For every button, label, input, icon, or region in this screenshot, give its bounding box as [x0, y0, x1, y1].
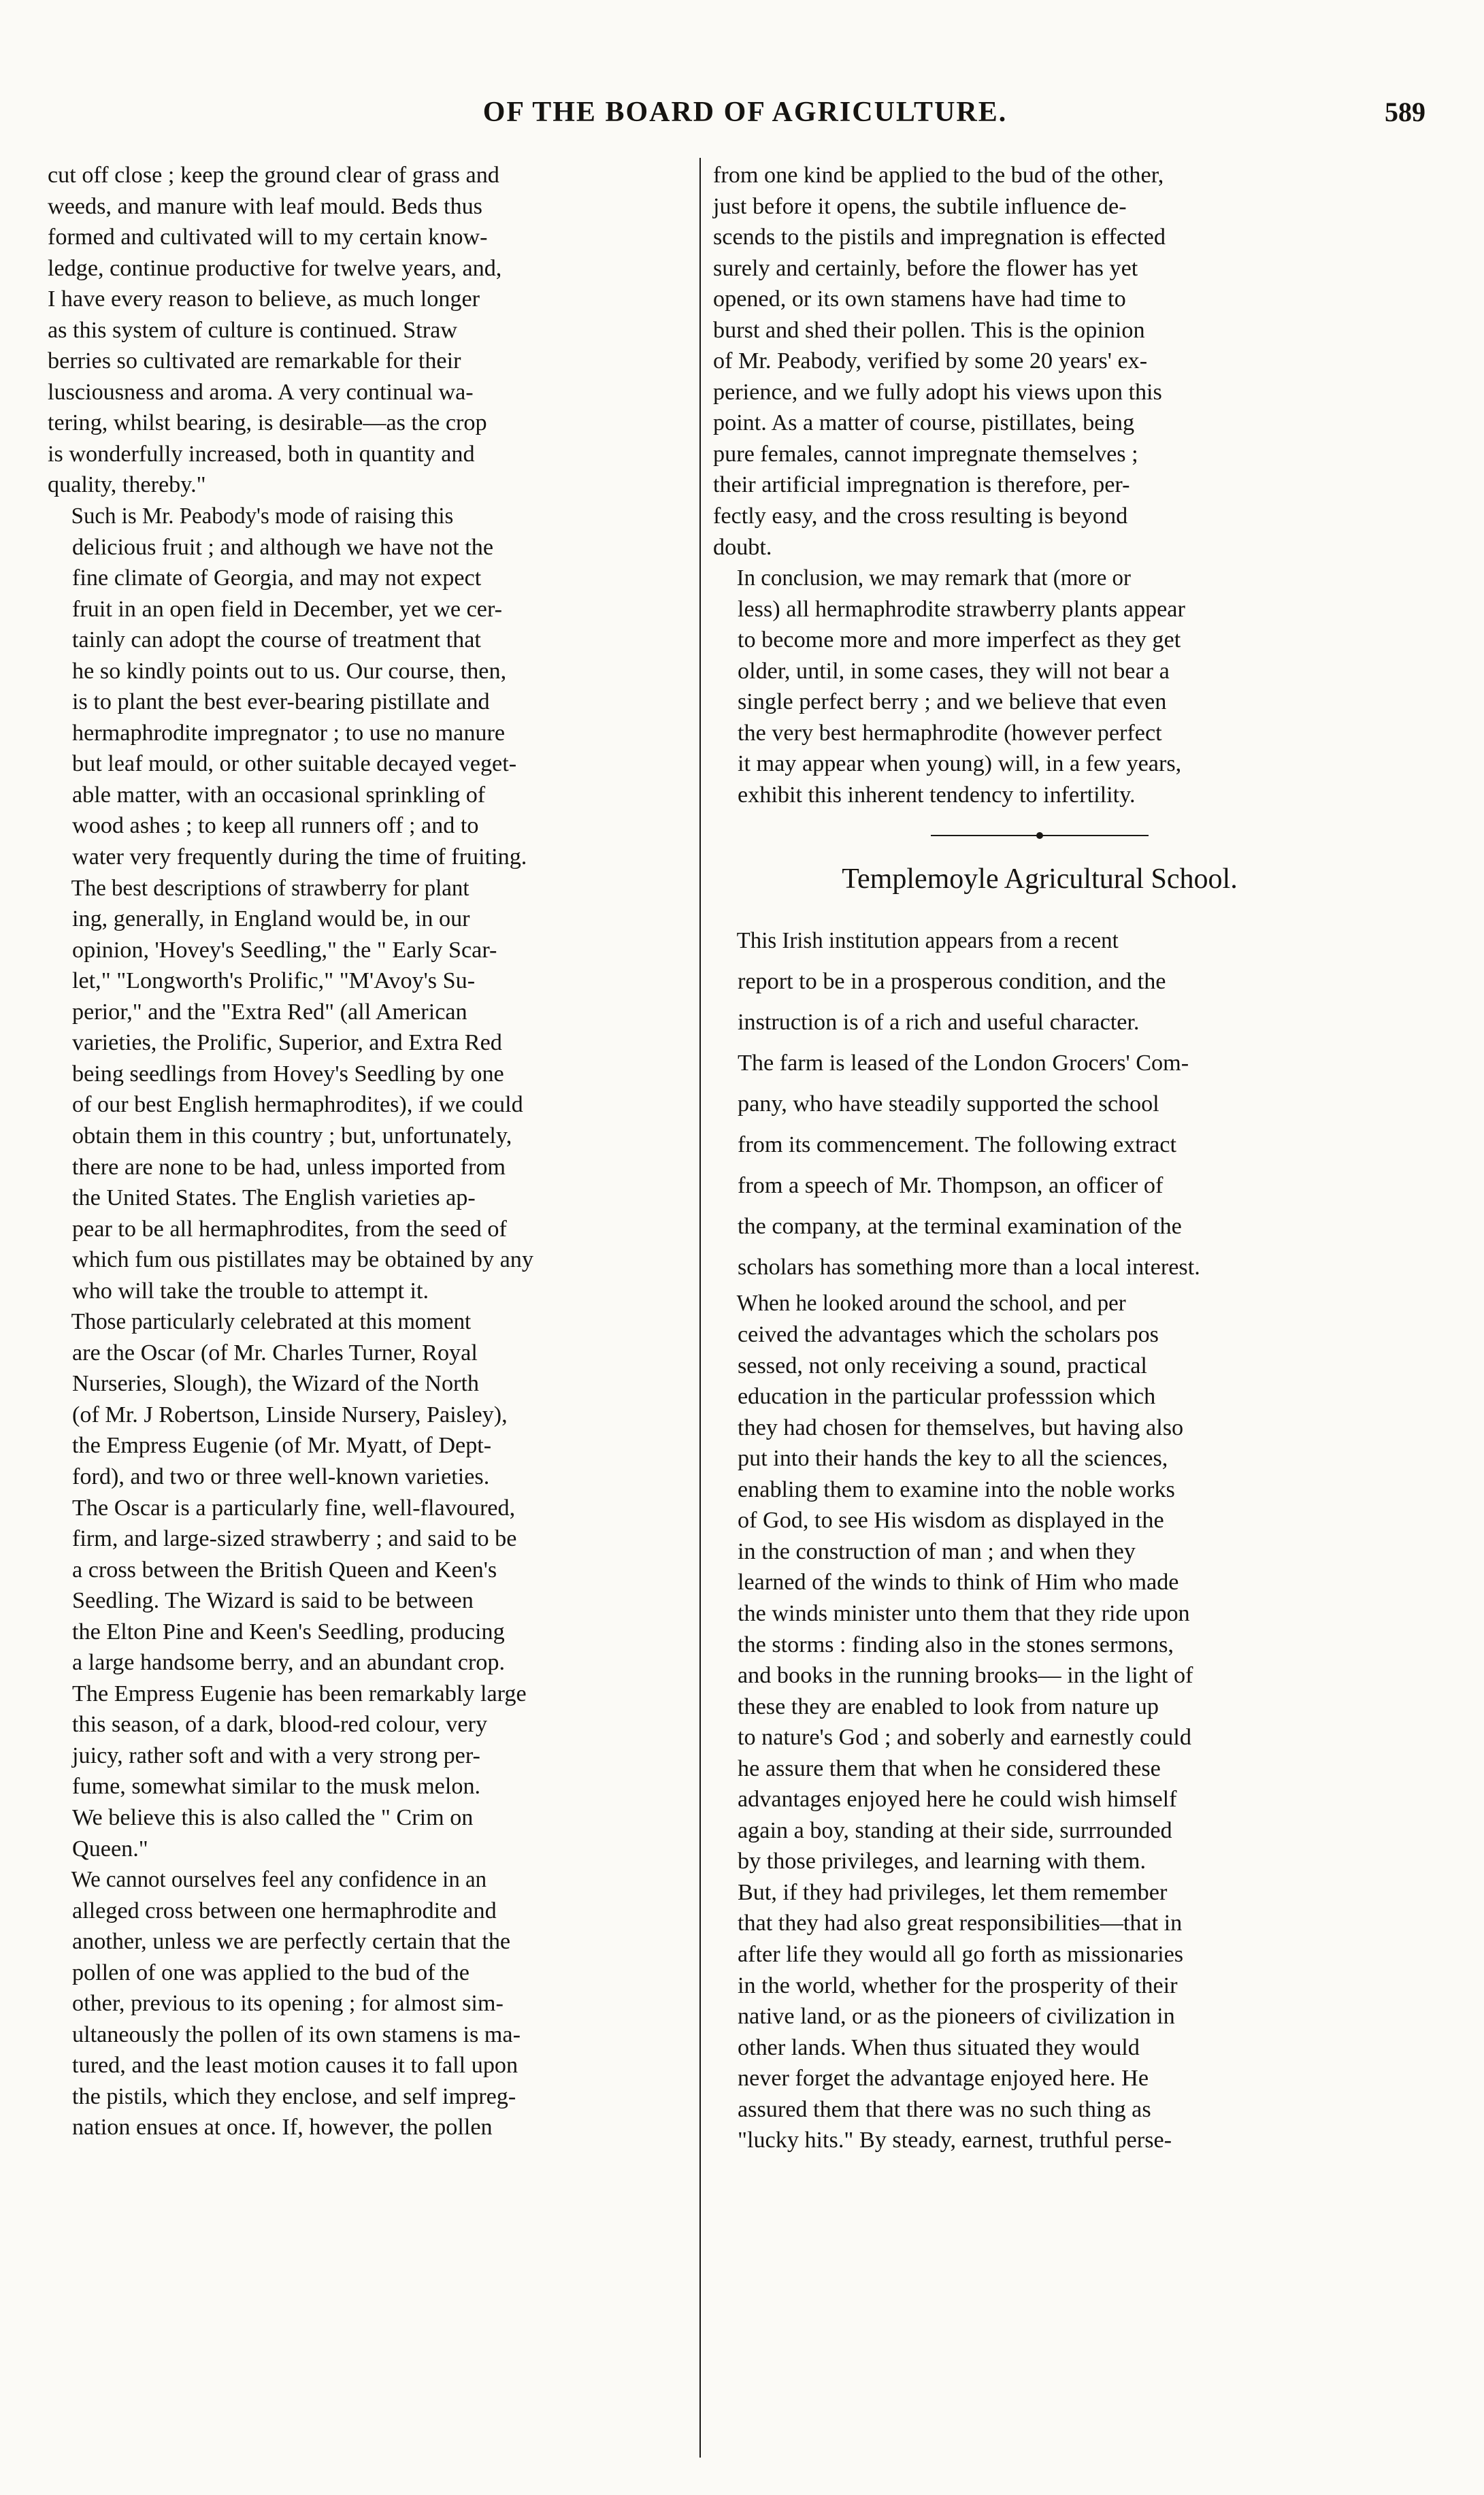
paragraph — [48, 1864, 701, 2143]
text-line: ceived the advantages which the scholars pos — [738, 1322, 1159, 1348]
paragraph — [48, 501, 701, 873]
text-line: We cannot ourselves feel any confidence in an — [71, 1867, 487, 1893]
text-line: is to plant the best ever-bearing pistillate and — [72, 689, 490, 715]
page-number: 589 — [1385, 97, 1425, 127]
text-line: scends to the pistils and impregnation is effected — [713, 225, 1166, 250]
text-line: never forget the advantage enjoyed here. He — [738, 2066, 1149, 2092]
text-line: which fum ous pistillates may be obtained by any — [72, 1247, 533, 1273]
text-line: able matter, with an occasional sprinkling of — [72, 782, 486, 808]
text-line: pear to be all hermaphrodites, from the seed of — [72, 1216, 507, 1242]
text-line: of Mr. Peabody, verified by some 20 years' ex- — [713, 348, 1148, 374]
text-line: ledge, continue productive for twelve years, and, — [48, 255, 502, 281]
text-line: the storms : finding also in the stones sermons, — [738, 1632, 1174, 1657]
text-line: varieties, the Prolific, Superior, and Extra Red — [72, 1030, 502, 1056]
text-line: the very best hermaphrodite (however perfect — [738, 720, 1162, 746]
text-line: alleged cross between one hermaphrodite and — [72, 1898, 497, 1923]
text-line: in the world, whether for the prosperity of their — [738, 1972, 1178, 1998]
text-line: let," "Longworth's Prolific," "M'Avoy's Su- — [72, 968, 476, 994]
text-line: But, if they had privileges, let them remember — [738, 1879, 1168, 1905]
text-line: education in the particular professsion which — [738, 1384, 1156, 1410]
text-line: Nurseries, Slough), the Wizard of the North — [72, 1371, 480, 1397]
text-line: The Oscar is a particularly fine, well-flavoured, — [72, 1495, 516, 1521]
text-line: of God, to see His wisdom as displayed in the — [738, 1508, 1164, 1534]
text-line: weeds, and manure with leaf mould. Beds thus — [48, 193, 482, 219]
text-line: tured, and the least motion causes it to fall upon — [72, 2053, 518, 2079]
text-line: the United States. The English varieties ap- — [72, 1185, 476, 1211]
paragraph — [713, 921, 1366, 1288]
text-line: pollen of one was applied to the bud of the — [72, 1960, 469, 1985]
text-line: fectly easy, and the cross resulting is beyond — [713, 503, 1128, 529]
text-line: When he looked around the school, and per — [736, 1291, 1126, 1317]
text-line: This Irish institution appears from a recent — [736, 928, 1119, 954]
text-line: nation ensues at once. If, however, the pollen — [72, 2115, 493, 2141]
section-title: Templemoyle Agricultural School. — [842, 863, 1238, 895]
text-line: is wonderfully increased, both in quantity and — [48, 441, 475, 467]
text-line: single perfect berry ; and we believe that even — [738, 689, 1167, 715]
text-line: assured them that there was no such thing as — [738, 2096, 1151, 2122]
text-line: are the Oscar (of Mr. Charles Turner, Royal — [72, 1340, 478, 1366]
paragraph — [713, 563, 1366, 810]
text-line: Queen." — [72, 1836, 148, 1862]
text-line: as this system of culture is continued. Straw — [48, 317, 457, 343]
text-line: point. As a matter of course, pistillates, being — [713, 410, 1135, 436]
text-line: of our best English hermaphrodites), if we could — [72, 1092, 523, 1118]
text-line: a cross between the British Queen and Keen's — [72, 1557, 497, 1583]
paragraph — [713, 160, 1366, 563]
text-line: The best descriptions of strawberry for plant — [71, 875, 469, 901]
text-line: a large handsome berry, and an abundant crop. — [72, 1650, 506, 1676]
text-line: the winds minister unto them that they ride upon — [738, 1600, 1190, 1626]
text-line: who will take the trouble to attempt it. — [72, 1278, 429, 1304]
text-line: ultaneously the pollen of its own stamens is ma- — [72, 2021, 521, 2047]
text-line: he assure them that when he considered these — [738, 1755, 1161, 1781]
text-line: We believe this is also called the " Crim on — [72, 1804, 474, 1830]
text-line: obtain them in this country ; but, unfortunately, — [72, 1123, 512, 1149]
column-divider — [699, 158, 701, 2458]
text-line: there are none to be had, unless imported from — [72, 1154, 506, 1180]
text-line: burst and shed their pollen. This is the opinion — [713, 317, 1145, 343]
section-body — [713, 921, 1366, 2155]
text-line: again a boy, standing at their side, surrrounded — [738, 1817, 1172, 1843]
text-line: perior," and the "Extra Red" (all American — [72, 999, 467, 1025]
text-line: and books in the running brooks— in the light of — [738, 1663, 1193, 1689]
text-line: fruit in an open field in December, yet we cer- — [72, 596, 503, 622]
text-line: to nature's God ; and soberly and earnestly could — [738, 1725, 1191, 1751]
text-line: tering, whilst bearing, is desirable—as the crop — [48, 410, 487, 436]
text-line: put into their hands the key to all the sciences, — [738, 1446, 1168, 1472]
right-column — [713, 160, 1366, 2156]
text-line: Seedling. The Wizard is said to be between — [72, 1588, 474, 1614]
text-line: "lucky hits." By steady, earnest, truthful perse- — [738, 2128, 1172, 2153]
text-line: older, until, in some cases, they will not bear a — [738, 658, 1170, 684]
text-line: their artificial impregnation is therefore, per- — [713, 472, 1130, 498]
text-line: that they had also great responsibilities—that in — [738, 1911, 1183, 1936]
paragraph — [48, 160, 701, 501]
text-line: exhibit this inherent tendency to infertility. — [738, 782, 1136, 808]
text-line: surely and certainly, before the flower has yet — [713, 255, 1138, 281]
paragraph — [713, 1288, 1366, 2155]
text-line: wood ashes ; to keep all runners off ; and to — [72, 813, 479, 839]
running-title: OF THE BOARD OF AGRICULTURE. — [482, 97, 1008, 128]
text-line: he so kindly points out to us. Our course, then, — [72, 658, 507, 684]
text-line: ing, generally, in England would be, in our — [72, 906, 470, 932]
text-line: quality, thereby." — [48, 472, 206, 498]
text-line: other lands. When thus situated they would — [738, 2034, 1140, 2060]
text-line: from one kind be applied to the bud of the other, — [713, 163, 1164, 188]
text-line: the pistils, which they enclose, and self impreg- — [72, 2083, 516, 2109]
section-separator — [931, 835, 1149, 836]
text-line: from a speech of Mr. Thompson, an officer of — [738, 1173, 1164, 1199]
text-line: fine climate of Georgia, and may not expect — [72, 565, 482, 591]
text-line: tainly can adopt the course of treatment that — [72, 627, 481, 653]
paragraph — [48, 873, 701, 1307]
text-line: pany, who have steadily supported the school — [738, 1091, 1159, 1117]
left-column — [48, 160, 701, 2143]
text-line: being seedlings from Hovey's Seedling by one — [72, 1061, 504, 1087]
text-line: delicious fruit ; and although we have not the — [72, 534, 494, 560]
text-line: cut off close ; keep the ground clear of grass and — [48, 163, 499, 188]
text-line: the Empress Eugenie (of Mr. Myatt, of Dept- — [72, 1433, 492, 1459]
right-column-body — [713, 160, 1366, 810]
text-line: Such is Mr. Peabody's mode of raising this — [71, 503, 454, 529]
text-line: less) all hermaphrodite strawberry plants appear — [738, 596, 1185, 622]
text-line: the company, at the terminal examination of the — [738, 1214, 1182, 1240]
text-line: after life they would all go forth as missionaries — [738, 1941, 1184, 1967]
text-line: report to be in a prosperous condition, and the — [738, 969, 1166, 995]
text-line: opened, or its own stamens have had time to — [713, 286, 1126, 312]
text-line: the Elton Pine and Keen's Seedling, producing — [72, 1619, 505, 1645]
text-line: perience, and we fully adopt his views upon this — [713, 379, 1162, 405]
text-line: sessed, not only receiving a sound, practical — [738, 1353, 1147, 1378]
text-line: it may appear when young) will, in a few years, — [738, 751, 1182, 777]
text-line: but leaf mould, or other suitable decayed veget- — [72, 751, 517, 777]
text-line: in the construction of man ; and when they — [738, 1538, 1136, 1564]
text-line: doubt. — [713, 534, 772, 560]
text-line: The Empress Eugenie has been remarkably large — [72, 1681, 527, 1706]
text-line: another, unless we are perfectly certain that the — [72, 1929, 511, 1955]
text-line: The farm is leased of the London Grocers' Com- — [738, 1051, 1189, 1076]
text-line: fume, somewhat similar to the musk melon. — [72, 1774, 481, 1800]
text-line: instruction is of a rich and useful character. — [738, 1010, 1140, 1036]
text-line: native land, or as the pioneers of civilization in — [738, 2004, 1175, 2030]
text-line: Those particularly celebrated at this moment — [71, 1309, 472, 1335]
text-line: firm, and large-sized strawberry ; and said to be — [72, 1526, 517, 1552]
text-line: other, previous to its opening ; for almost sim- — [72, 1991, 504, 2017]
text-line: water very frequently during the time of fruiting. — [72, 844, 527, 870]
text-line: advantages enjoyed here he could wish himself — [738, 1787, 1177, 1813]
text-line: I have every reason to believe, as much longer — [48, 286, 480, 312]
text-line: formed and cultivated will to my certain know- — [48, 225, 488, 250]
text-line: scholars has something more than a local interest. — [738, 1255, 1200, 1280]
page-header — [65, 88, 1425, 136]
text-line: berries so cultivated are remarkable for their — [48, 348, 461, 374]
text-line: this season, of a dark, blood-red colour, very — [72, 1712, 488, 1738]
text-line: lusciousness and aroma. A very continual wa- — [48, 379, 474, 405]
text-line: these they are enabled to look from nature up — [738, 1693, 1159, 1719]
text-line: opinion, 'Hovey's Seedling," the " Early Scar- — [72, 937, 497, 963]
text-line: hermaphrodite impregnator ; to use no manure — [72, 720, 506, 746]
text-line: just before it opens, the subtile influence de- — [713, 193, 1127, 219]
paragraph — [48, 1306, 701, 1864]
text-line: from its commencement. The following extract — [738, 1132, 1176, 1158]
text-line: juicy, rather soft and with a very strong per- — [72, 1742, 480, 1768]
text-line: by those privileges, and learning with them. — [738, 1849, 1147, 1874]
text-line: (of Mr. J Robertson, Linside Nursery, Paisley), — [72, 1402, 508, 1427]
text-line: In conclusion, we may remark that (more or — [736, 565, 1131, 591]
text-line: they had chosen for themselves, but having also — [738, 1415, 1184, 1440]
text-line: learned of the winds to think of Him who made — [738, 1570, 1179, 1596]
text-line: enabling them to examine into the noble works — [738, 1476, 1175, 1502]
text-line: pure females, cannot impregnate themselves ; — [713, 441, 1138, 467]
text-line: ford), and two or three well-known varieties. — [72, 1464, 490, 1489]
text-line: to become more and more imperfect as they get — [738, 627, 1181, 653]
